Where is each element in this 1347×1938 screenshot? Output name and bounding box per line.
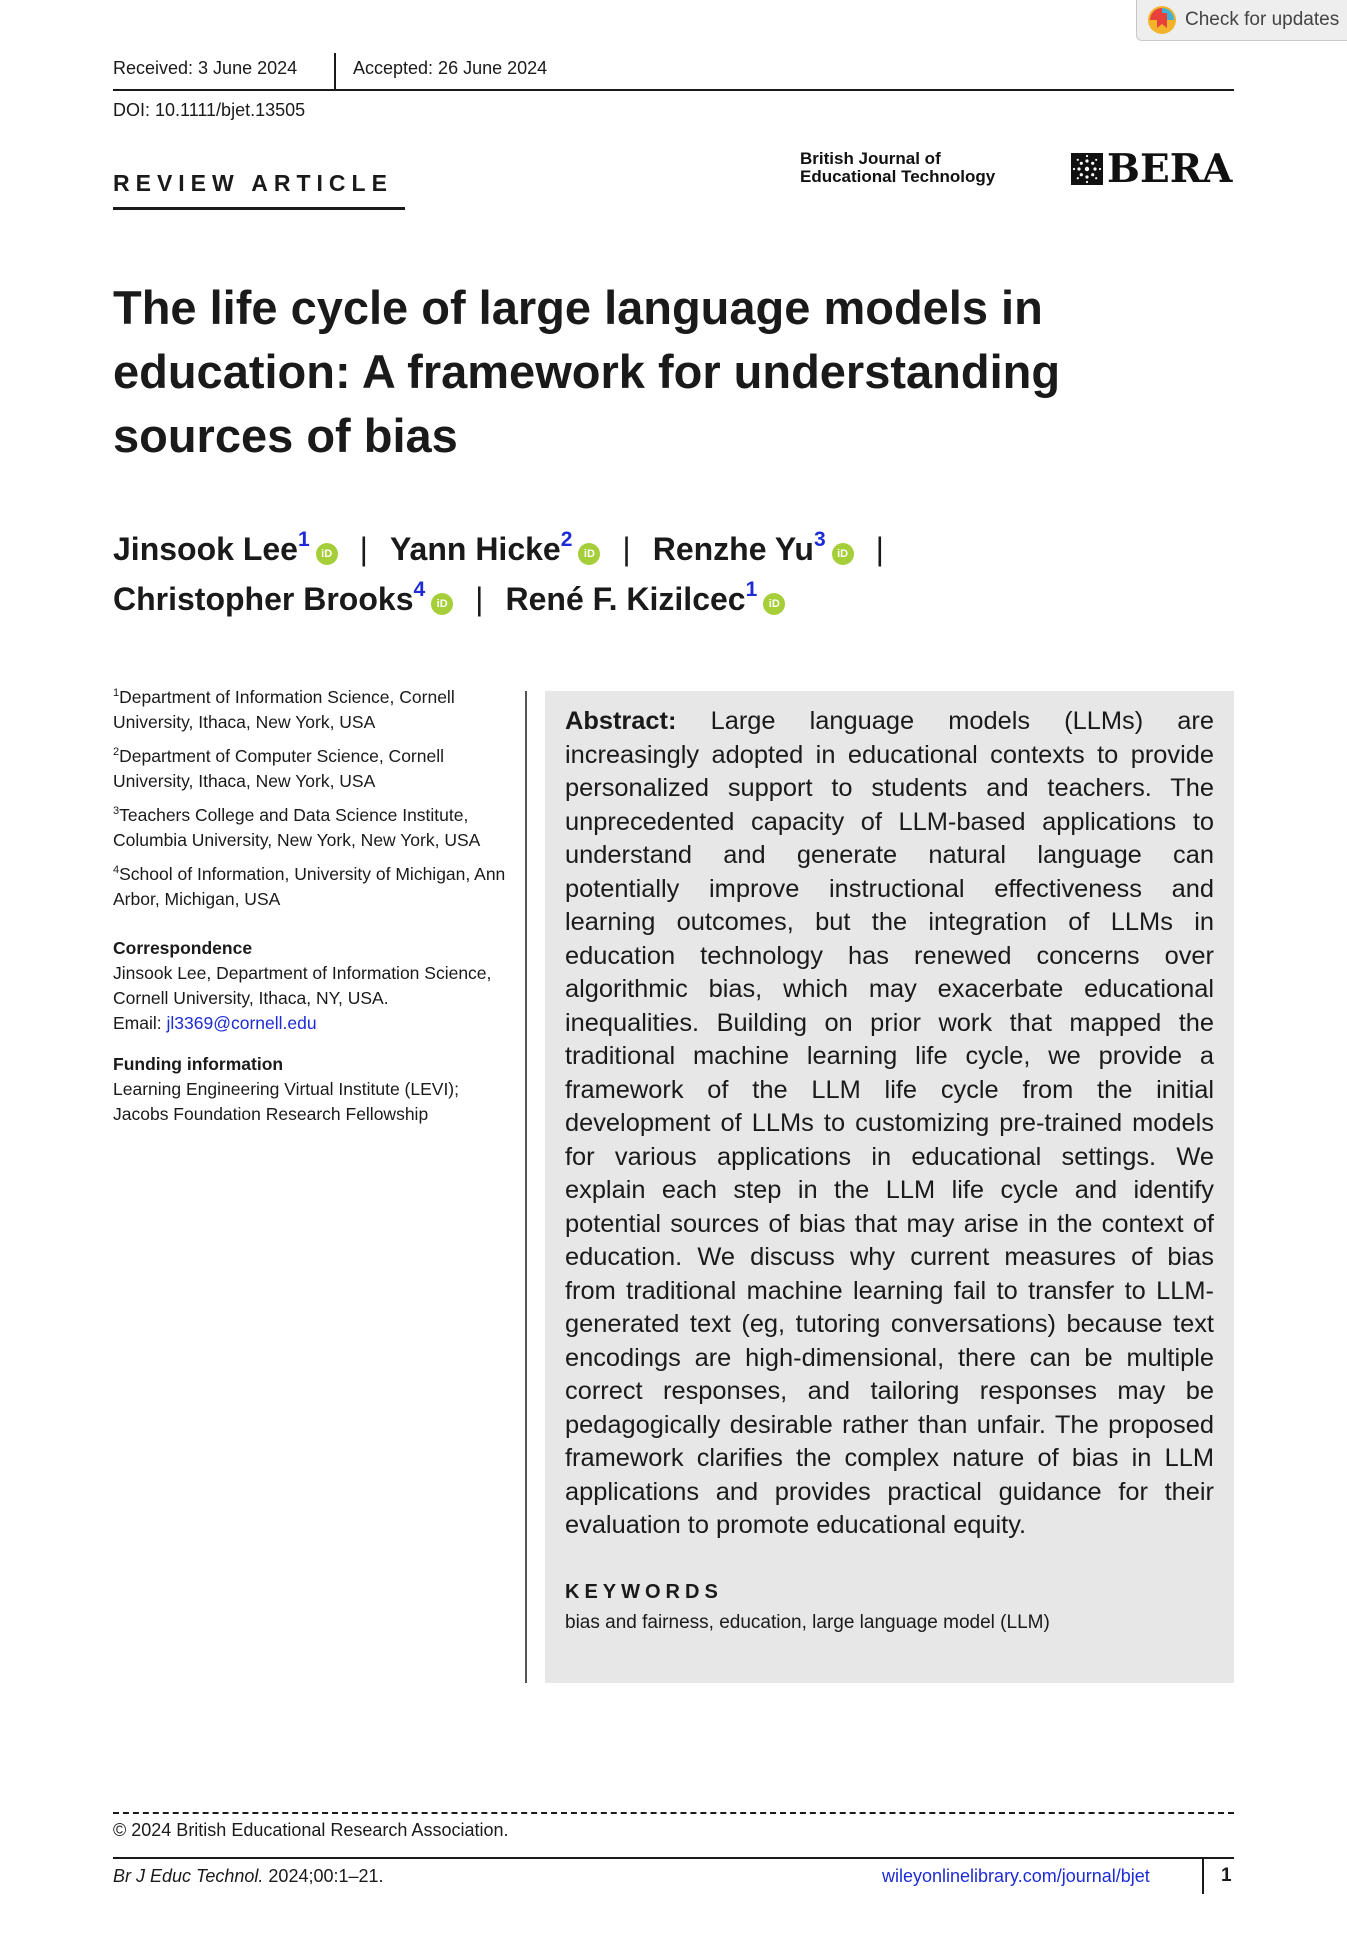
abstract-text: Large language models (LLMs) are increasingly adopted in educational contexts to provide personalized support to students and teachers. The unprecedented capacity of LLM-based applications to understand and generate natural language can potentially improve instructional effectiveness and learning outcomes, but the integration of LLMs in education technology has renewed concerns over algorithmic bias, which may exacerbate educational inequalities. Building on prior work that mapped the traditional machine learning life cycle, we provide a framework of the LLM life cycle from the initial development of LLMs to customizing pre-trained models for various applications in educational settings. We explain each step in the LLM life cycle and identify potential sources of bias that may arise in the context of education. We discuss why current measures of bias from traditional machine learning fail to transfer to LLM-generated text (eg, tutoring conversations) because text encodings are high-dimensional, there can be multiple correct responses, and tailoring responses may be pedagogically desirable rather than unfair. The proposed framework clarifies the complex nature of bias in LLM applications and provides practical guidance for their evaluation to promote educational equity. xyxy=(565,707,1214,1539)
doi[interactable]: DOI: 10.1111/bjet.13505 xyxy=(113,100,306,120)
orcid-icon[interactable]: iD xyxy=(578,543,600,565)
orcid-icon[interactable]: iD xyxy=(832,543,854,565)
author[interactable]: René F. Kizilcec$^1$iD xyxy=(505,581,785,617)
bera-wordmark: BERA xyxy=(1107,146,1233,192)
author[interactable]: Yann Hicke$^2$iD xyxy=(390,531,600,567)
copyright: © 2024 British Educational Research Association. xyxy=(113,1820,509,1840)
bera-logo xyxy=(1071,146,1232,192)
author[interactable]: Jinsook Lee$^1$iD xyxy=(113,531,338,567)
footer-rule xyxy=(113,1857,1234,1859)
title-line-2: education: A framework for understanding xyxy=(113,345,1061,398)
keywords-heading: KEYWORDS xyxy=(565,1580,723,1603)
funding-text: Learning Engineering Virtual Institute (LEVI); Jacobs Foundation Research Fellowship xyxy=(113,1079,459,1124)
bera-emblem-icon xyxy=(1071,153,1103,185)
funding-heading: Funding information xyxy=(113,1054,284,1074)
title-line-3: sources of bias xyxy=(113,409,458,462)
correspondence-block xyxy=(113,936,508,1036)
page-number: 1 xyxy=(1221,1865,1232,1886)
article-type: REVIEW ARTICLE xyxy=(113,170,393,196)
orcid-icon[interactable]: iD xyxy=(431,593,453,615)
affiliation: $^2$Department of Computer Science, Cornell University, Ithaca, New York, USA xyxy=(113,746,444,791)
article-title xyxy=(113,276,1233,468)
affiliations-column xyxy=(113,685,508,1127)
keywords-text: bias and fairness, education, large language model (LLM) xyxy=(565,1611,1050,1633)
header-rule xyxy=(113,89,1234,91)
author[interactable]: Renzhe Yu$^3$iD xyxy=(653,531,854,567)
journal-name-line1: British Journal of xyxy=(800,149,941,168)
correspondence-text: Jinsook Lee, Department of Information Science, Cornell University, Ithaca, NY, USA. xyxy=(113,963,492,1008)
check-for-updates-button[interactable] xyxy=(1136,0,1347,41)
email-link[interactable]: jl3369@cornell.edu xyxy=(166,1013,317,1033)
correspondence-heading: Correspondence xyxy=(113,938,253,958)
abstract-box xyxy=(545,691,1234,1683)
footer-dotted-rule xyxy=(113,1812,1234,1814)
accepted-date: Accepted: 26 June 2024 xyxy=(353,58,548,78)
affiliation: $^1$Department of Information Science, Cornell University, Ithaca, New York, USA xyxy=(113,687,455,732)
affiliation: $^3$Teachers College and Data Science Institute, Columbia University, New York, New York, USA xyxy=(113,805,481,850)
article-type-underline xyxy=(113,207,405,210)
footer-divider xyxy=(1202,1858,1204,1894)
journal-name-line2: Educational Technology xyxy=(800,167,996,186)
affiliation: $^4$School of Information, University of Michigan, Ann Arbor, Michigan, USA xyxy=(113,864,506,909)
orcid-icon[interactable]: iD xyxy=(763,593,785,615)
citation: Br J Educ Technol. 2024;00:1–21. xyxy=(113,1866,384,1886)
crossmark-icon xyxy=(1147,5,1177,35)
funding-block xyxy=(113,1052,508,1127)
orcid-icon[interactable]: iD xyxy=(316,543,338,565)
author[interactable]: Christopher Brooks$^4$iD xyxy=(113,581,453,617)
column-divider xyxy=(525,691,527,1683)
email-label: Email: xyxy=(113,1013,162,1033)
title-line-1: The life cycle of large language models in xyxy=(113,281,1043,334)
received-date: Received: 3 June 2024 xyxy=(113,58,298,78)
author-list: Jinsook Lee$^1$iD | Yann Hicke$^2$iD | Renzhe Yu$^3$iD | Christopher Brooks$^4$iD | René F. Kizilcec$^1$iD xyxy=(113,528,884,617)
check-for-updates-label: Check for updates xyxy=(1185,9,1340,30)
meta-divider xyxy=(334,53,336,90)
abstract xyxy=(565,705,1214,1543)
abstract-label: Abstract: xyxy=(565,707,677,735)
journal-url-link[interactable]: wileyonlinelibrary.com/journal/bjet xyxy=(882,1866,1150,1886)
journal-name xyxy=(800,150,995,186)
